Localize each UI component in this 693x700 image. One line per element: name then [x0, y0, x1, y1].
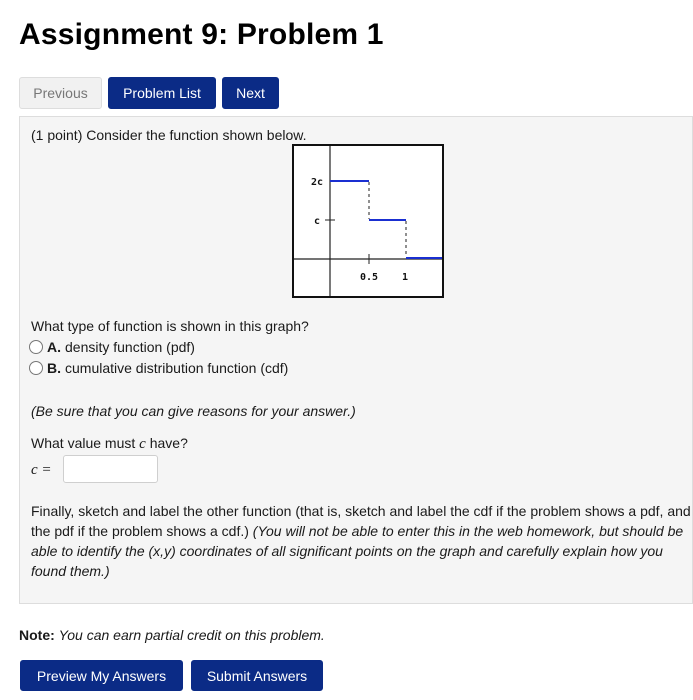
problem-navigation — [19, 77, 285, 109]
reasoning-hint: (Be sure that you can give reasons for your answer.) — [31, 403, 356, 419]
answer-label — [31, 462, 52, 479]
radio-option-a[interactable] — [29, 340, 43, 354]
preview-answers-button[interactable]: Preview My Answers — [20, 660, 183, 691]
question-value-c-var: c — [139, 436, 146, 452]
question-value-c-prefix: What value must — [31, 435, 136, 451]
question-value-c — [31, 435, 188, 453]
answer-actions — [20, 660, 323, 691]
y-label-c: c — [314, 216, 321, 227]
y-label-2c: 2c — [311, 177, 324, 188]
final-instructions — [31, 501, 691, 581]
next-button[interactable]: Next — [222, 77, 279, 109]
answer-label-text: c = — [31, 462, 52, 478]
radio-option-b[interactable] — [29, 361, 43, 375]
option-a-letter: A. — [47, 339, 61, 355]
option-a-text: density function (pdf) — [65, 339, 195, 355]
partial-credit-note — [19, 627, 325, 643]
option-a[interactable] — [29, 339, 195, 355]
previous-button[interactable]: Previous — [19, 77, 102, 109]
problem-list-button[interactable]: Problem List — [108, 77, 216, 109]
question-value-c-suffix: have? — [149, 435, 188, 451]
final-instructions-note: (You will not be able to enter this in the web homework, but should be able to identify the (x,y) coordinates of all significant points on the graph and carefully explain how you found them.) — [31, 523, 684, 579]
function-graph — [292, 144, 444, 298]
submit-answers-button[interactable]: Submit Answers — [191, 660, 323, 691]
note-label: Note: — [19, 627, 55, 643]
final-instructions-text: Finally, sketch and label the other function (that is, sketch and label the cdf if the problem shows a pdf, and the pdf if the problem shows a cdf.) — [31, 503, 691, 539]
option-b-letter: B. — [47, 360, 61, 376]
problem-intro: (1 point) Consider the function shown below. — [31, 127, 307, 143]
answer-c-input[interactable] — [63, 455, 158, 483]
x-label-1: 1 — [402, 272, 409, 283]
graph-svg — [294, 146, 442, 296]
page-title: Assignment 9: Problem 1 — [19, 18, 384, 51]
problem-panel — [19, 116, 693, 604]
x-label-0-5: 0.5 — [360, 272, 379, 283]
note-text: You can earn partial credit on this problem. — [58, 627, 325, 643]
option-b-text: cumulative distribution function (cdf) — [65, 360, 289, 376]
question-function-type: What type of function is shown in this graph? — [31, 318, 309, 334]
option-b[interactable] — [29, 360, 288, 376]
